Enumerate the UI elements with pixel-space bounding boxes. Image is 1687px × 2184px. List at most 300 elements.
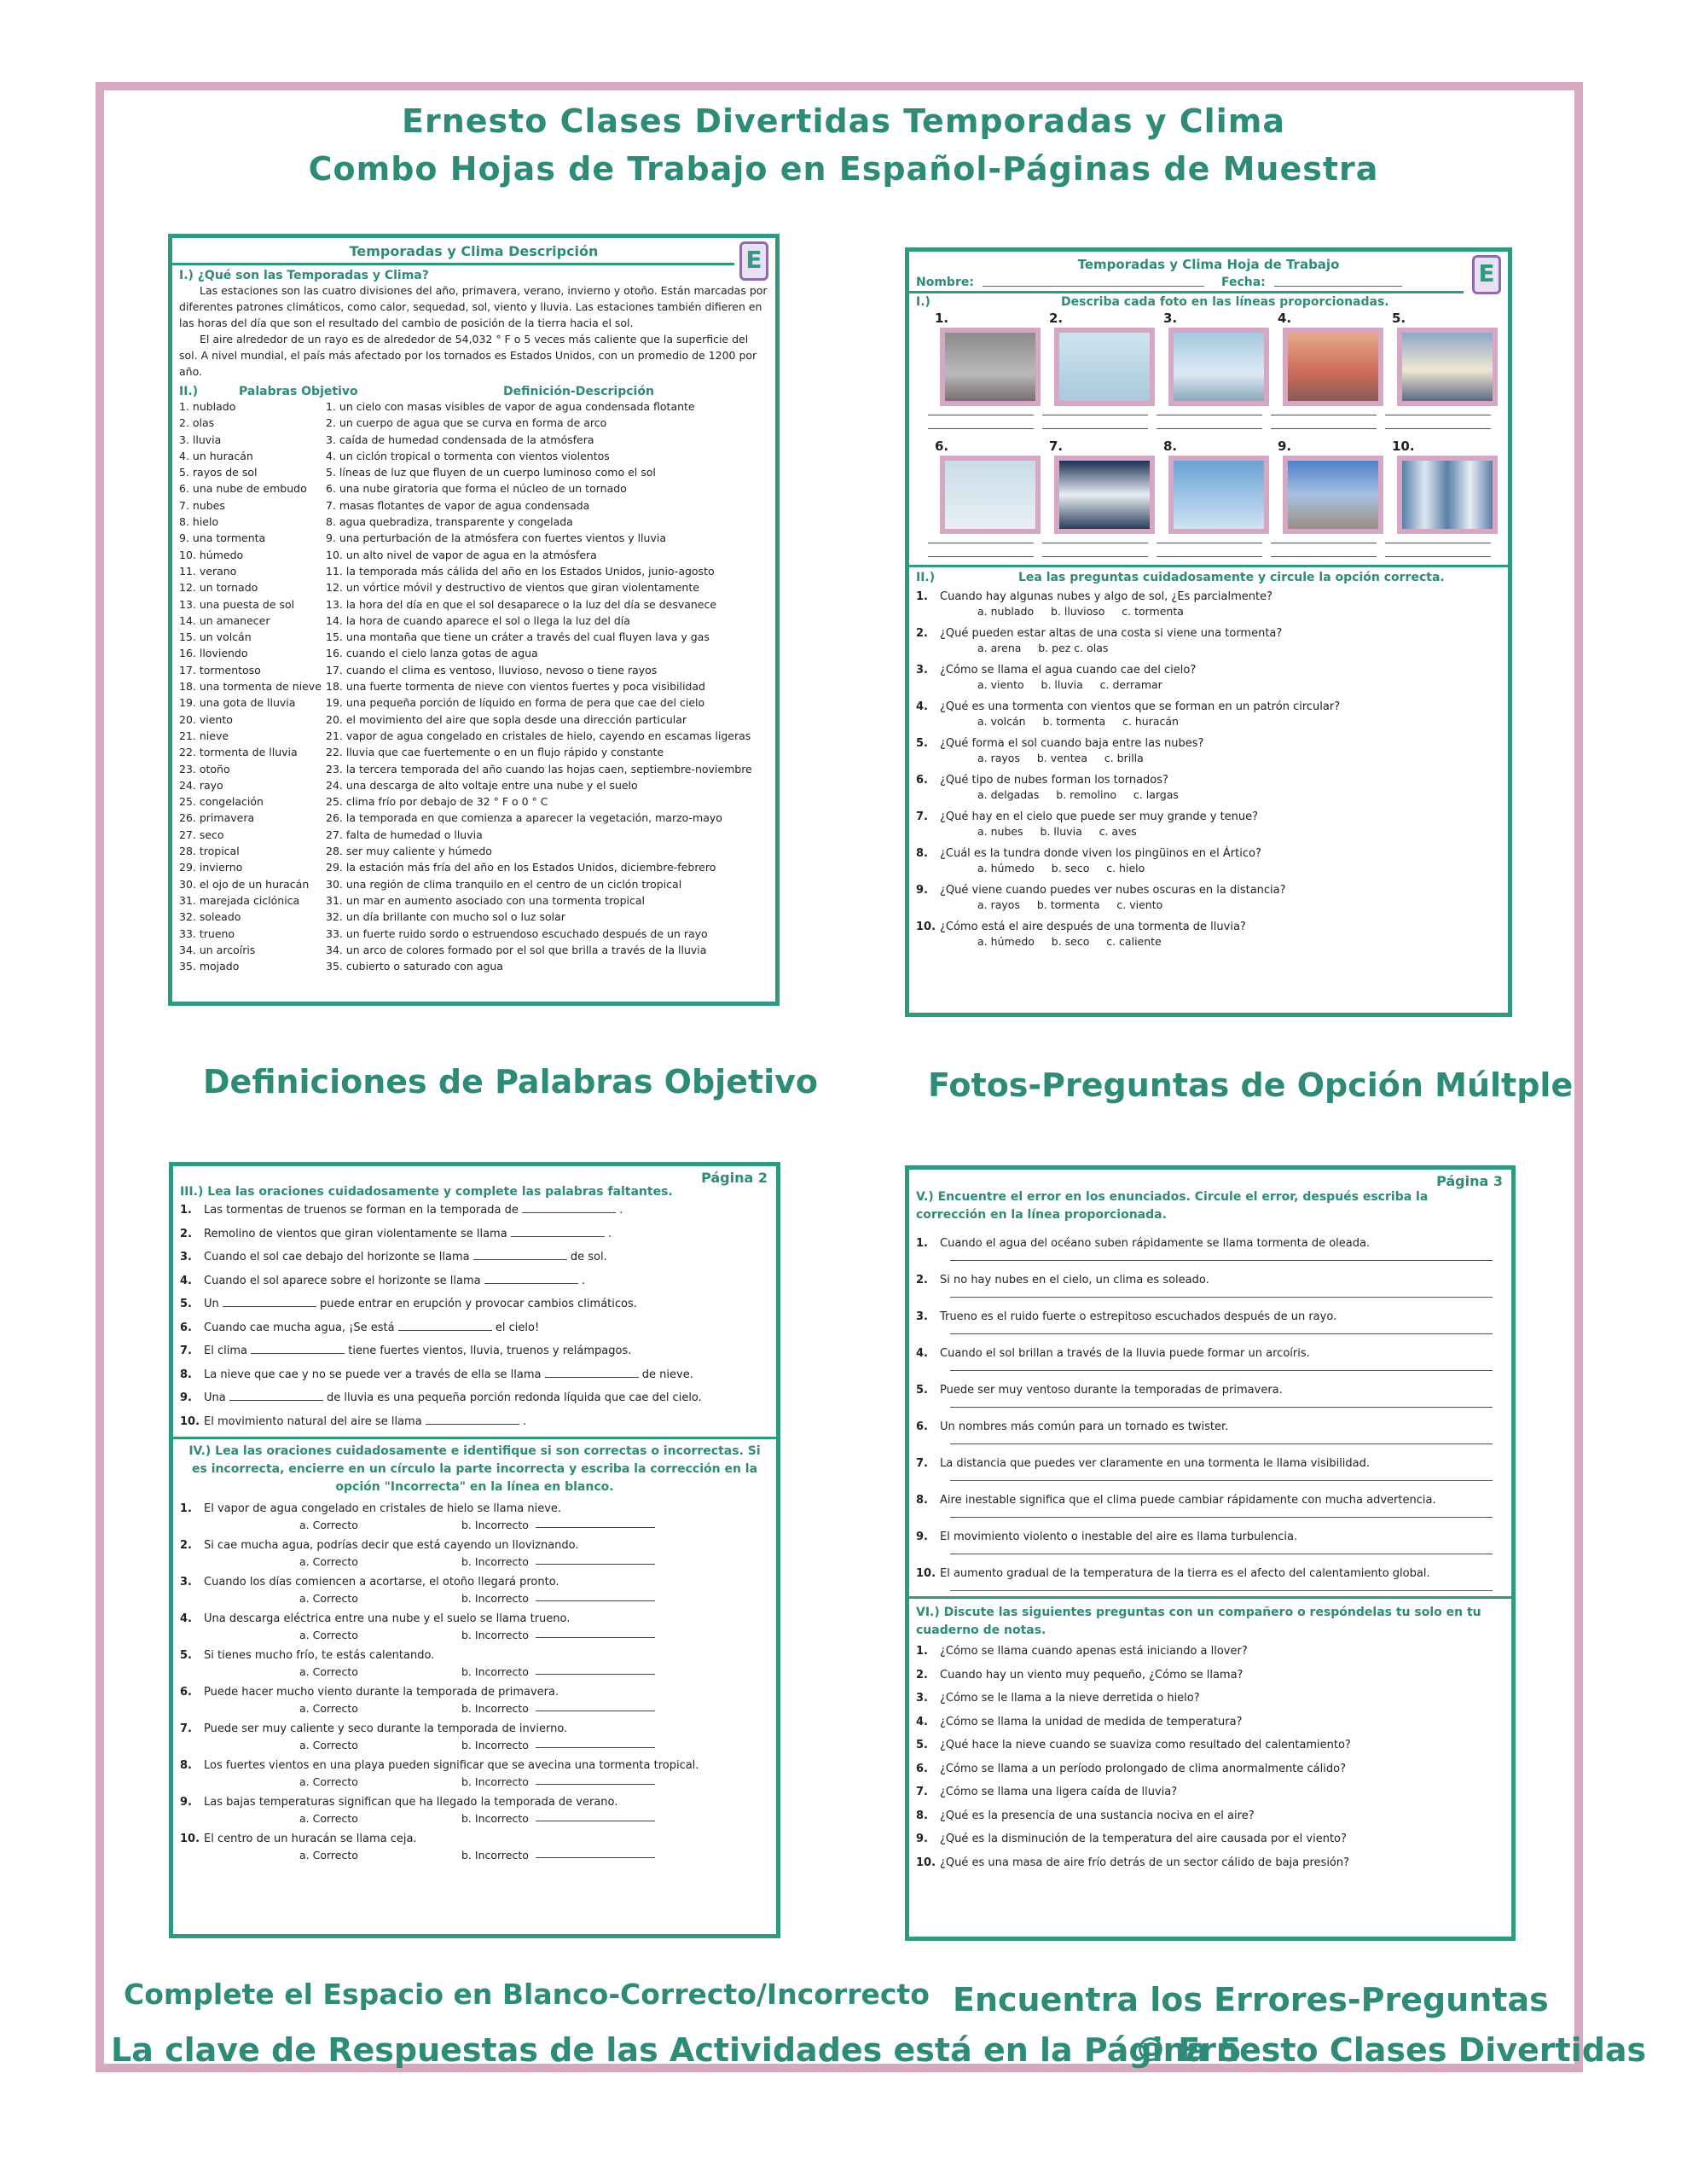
sentence-end: tiene fuertes vientos, lluvia, truenos y relámpagos.	[348, 1345, 632, 1357]
answer-options[interactable]: a. nubes b. lluvia c. aves	[977, 825, 1137, 838]
tf-options	[180, 1554, 769, 1570]
vocab-row	[179, 827, 768, 843]
vocab-row	[179, 876, 768, 892]
item-number: 4.	[916, 1347, 928, 1360]
logo-e-icon: E	[739, 241, 768, 281]
item-number: 1.	[180, 1204, 192, 1217]
correction-line[interactable]	[950, 1333, 1493, 1334]
main-title: Ernesto Clases Divertidas Temporadas y Clima	[402, 102, 1285, 140]
blank-line[interactable]	[511, 1226, 605, 1237]
answer-line[interactable]	[1271, 556, 1377, 557]
vocab-definition: 32. un día brillante con mucho sol o luz solar	[326, 910, 565, 924]
vocab-word: 1. nublado	[179, 400, 236, 413]
vocab-word: 22. tormenta de lluvia	[179, 746, 298, 759]
question-number: 7.	[916, 810, 928, 823]
correct-option[interactable]: a. Correcto	[299, 1665, 358, 1678]
item-number: 8.	[916, 1494, 928, 1507]
statement: Los fuertes vientos en una playa pueden significar que se avecina una tormenta tropical.	[204, 1759, 699, 1772]
incorrect-option[interactable]: b. Incorrecto	[461, 1592, 529, 1605]
error-sentence	[916, 1493, 1504, 1508]
vocab-row	[179, 777, 768, 793]
vocab-definition: 14. la hora de cuando aparece el sol o llega la luz del día	[326, 613, 630, 627]
true-false-list	[180, 1501, 769, 1863]
question-number: 2.	[916, 627, 928, 640]
vocab-row	[179, 547, 768, 563]
correction-line[interactable]	[950, 1370, 1493, 1371]
photo-number: 10.	[1392, 439, 1415, 454]
discussion-question	[916, 1827, 1504, 1851]
item-number: 6.	[916, 1420, 928, 1433]
section-heading: III.) Lea las oraciones cuidadosamente y complete las palabras faltantes.	[180, 1185, 673, 1199]
vocab-definition: 20. el movimiento del aire que sopla desde una dirección particular	[326, 712, 687, 726]
correct-option[interactable]: a. Correcto	[299, 1555, 358, 1568]
vocab-definition: 28. ser muy caliente y húmedo	[326, 845, 492, 858]
column-header: Definición-Descripción	[503, 385, 654, 398]
vocab-word: 14. un amanecer	[179, 613, 270, 627]
fill-sentence	[180, 1363, 769, 1387]
answer-options[interactable]: a. arena b. pez c. olas	[977, 642, 1109, 654]
vocab-definition: 30. una región de clima tranquilo en el centro de un ciclón tropical	[326, 877, 682, 891]
date-line[interactable]	[1274, 276, 1402, 287]
discussion-question	[916, 1664, 1504, 1687]
vocab-word: 34. un arcoíris	[179, 943, 256, 956]
caption-definitions: Definiciones de Palabras Objetivo	[203, 1063, 819, 1101]
vocab-row	[179, 596, 768, 613]
vocab-definition: 12. un vórtice móvil y destructivo de vientos que giran violentamente	[326, 581, 699, 595]
correct-option[interactable]: a. Correcto	[299, 1775, 358, 1788]
correct-option[interactable]: a. Correcto	[299, 1519, 358, 1531]
item-number: 9.	[180, 1391, 192, 1404]
correction-line[interactable]	[536, 1810, 655, 1821]
sample-page-worksheet	[905, 247, 1512, 1017]
blank-line[interactable]	[398, 1320, 492, 1331]
photo-number: 6.	[935, 439, 949, 454]
tf-item	[180, 1831, 769, 1847]
vocab-definition: 26. la temporada en que comienza a aparecer la vegetación, marzo-mayo	[326, 811, 722, 825]
tf-options	[180, 1737, 769, 1753]
question-number: 3.	[916, 664, 928, 677]
answer-line[interactable]	[1042, 556, 1148, 557]
vocab-row	[179, 793, 768, 810]
incorrect-option[interactable]: b. Incorrecto	[461, 1555, 529, 1568]
question-text: ¿Qué forma el sol cuando baja entre las nubes?	[940, 737, 1204, 750]
weather-photo	[1168, 328, 1269, 406]
sentence-end: puede entrar en erupción y provocar cambios climáticos.	[320, 1298, 637, 1310]
vocab-word: 12. un tornado	[179, 581, 258, 595]
sentence-text: Cuando el sol brillan a través de la lluvia puede formar un arcoíris.	[940, 1347, 1310, 1360]
fill-sentence	[180, 1246, 769, 1269]
vocab-row	[179, 530, 768, 546]
photo-image	[1288, 461, 1378, 529]
answer-options[interactable]: a. viento b. lluvia c. derramar	[977, 678, 1162, 691]
answer-options[interactable]: a. rayos b. ventea c. brilla	[977, 752, 1144, 764]
discussion-question	[916, 1804, 1504, 1828]
weather-photo	[1168, 456, 1269, 534]
photo-number: 9.	[1278, 439, 1292, 454]
incorrect-option[interactable]: b. Incorrecto	[461, 1519, 529, 1531]
answer-line[interactable]	[1385, 556, 1491, 557]
question-text: ¿Qué pueden estar altas de una costa si viene una tormenta?	[940, 627, 1283, 640]
question-text: ¿Qué viene cuando puedes ver nubes oscuras en la distancia?	[940, 884, 1286, 897]
item-number: 3.	[180, 1251, 192, 1263]
vocab-row	[179, 728, 768, 744]
vocab-row	[179, 497, 768, 514]
question-text: Cuando hay un viento muy pequeño, ¿Cómo se llama?	[940, 1668, 1244, 1682]
blank-line[interactable]	[229, 1390, 323, 1401]
question-list	[916, 590, 1501, 949]
vocab-word: 20. viento	[179, 712, 233, 726]
logo-e-icon: E	[1472, 255, 1501, 294]
weather-photo	[1397, 456, 1498, 534]
item-number: 7.	[916, 1786, 928, 1798]
vocab-definition: 33. un fuerte ruido sordo o estruendoso escuchado después de un rayo	[326, 926, 708, 940]
answer-line[interactable]	[928, 428, 1034, 429]
tf-options	[180, 1847, 769, 1863]
blank-line[interactable]	[426, 1414, 519, 1425]
item-number: 10.	[916, 1856, 936, 1869]
item-number: 5.	[180, 1649, 192, 1662]
question-text: ¿Cómo se llama el agua cuando cae del cielo?	[940, 664, 1197, 677]
photo-number: 7.	[1049, 439, 1064, 454]
photo-image	[1174, 333, 1264, 401]
correction-line[interactable]	[536, 1847, 655, 1858]
blank-line[interactable]	[251, 1343, 345, 1354]
vocab-definition: 22. lluvia que cae fuertemente o en un flujo rápido y constante	[326, 746, 664, 759]
vocab-word: 28. tropical	[179, 845, 240, 858]
item-number: 6.	[916, 1762, 928, 1775]
question-text: ¿Cuál es la tundra donde viven los pingüinos en el Ártico?	[940, 847, 1261, 860]
section-heading: II.)	[179, 385, 199, 398]
question-text: ¿Cómo se le llama a la nieve derretida o hielo?	[940, 1692, 1200, 1705]
answer-line[interactable]	[1157, 556, 1262, 557]
answer-line[interactable]	[1271, 428, 1377, 429]
item-number: 1.	[180, 1502, 192, 1515]
correction-line[interactable]	[536, 1700, 655, 1711]
answer-options[interactable]: a. nublado b. lluvioso c. tormenta	[977, 605, 1184, 618]
item-number: 6.	[180, 1321, 192, 1334]
section-heading: Lea las preguntas cuidadosamente y circule la opción correcta.	[1018, 571, 1445, 584]
answer-key-note: La clave de Respuestas de las Actividades está en la Página 5	[111, 2031, 1242, 2069]
vocab-definition: 21. vapor de agua congelado en cristales de hielo, cayendo en escamas ligeras	[326, 729, 751, 742]
correct-option[interactable]: a. Correcto	[299, 1812, 358, 1825]
correction-line[interactable]	[950, 1260, 1493, 1261]
tf-options	[180, 1810, 769, 1827]
item-number: 5.	[916, 1384, 928, 1397]
tf-options	[180, 1517, 769, 1533]
question-text: ¿Qué es una tormenta con vientos que se forman en un patrón circular?	[940, 700, 1341, 713]
item-number: 3.	[180, 1576, 192, 1589]
answer-line[interactable]	[1385, 428, 1491, 429]
discussion-question	[916, 1687, 1504, 1711]
correction-line[interactable]	[536, 1774, 655, 1785]
correct-option[interactable]: a. Correcto	[299, 1739, 358, 1751]
item-number: 2.	[916, 1668, 928, 1682]
statement: Cuando los días comiencen a acortarse, el otoño llegará pronto.	[204, 1576, 559, 1589]
intro-paragraph: El aire alrededor de un rayo es de alrededor de 54,032 ° F o 5 veces más caliente que la superficie del sol. A nivel mundial, el país más afectado por los tornados es Estados Unidos, con un promedio de 1200 por año.	[179, 333, 757, 378]
correction-line[interactable]	[950, 1590, 1493, 1591]
item-number: 1.	[916, 1645, 928, 1658]
error-sentence	[916, 1566, 1504, 1582]
statement: Si tienes mucho frío, te estás calentando.	[204, 1649, 435, 1662]
section-heading: V.) Encuentre el error en los enunciados. Circule el error, después escriba la corrección en la línea proporcionada.	[916, 1190, 1429, 1222]
vocab-word: 26. primavera	[179, 811, 255, 825]
item-number: 9.	[916, 1531, 928, 1543]
incorrect-option[interactable]: b. Incorrecto	[461, 1775, 529, 1788]
sentence-end: de sol.	[570, 1251, 607, 1263]
sentence-text: Cuando el agua del océano suben rápidamente se llama tormenta de oleada.	[940, 1237, 1371, 1250]
item-number: 2.	[916, 1274, 928, 1287]
answer-line[interactable]	[1042, 428, 1148, 429]
sentence-start: El clima	[204, 1345, 247, 1357]
sample-page-fill-blank	[169, 1162, 780, 1938]
sentence-end: de nieve.	[641, 1368, 693, 1381]
blank-line[interactable]	[473, 1249, 567, 1260]
vocab-row	[179, 810, 768, 826]
item-number: 7.	[916, 1457, 928, 1470]
vocab-word: 32. soleado	[179, 910, 241, 924]
vocab-row	[179, 613, 768, 629]
answer-line[interactable]	[1157, 428, 1262, 429]
correct-option[interactable]: a. Correcto	[299, 1629, 358, 1641]
correction-line[interactable]	[536, 1590, 655, 1601]
vocab-word: 30. el ojo de un huracán	[179, 877, 310, 891]
vocab-word: 29. invierno	[179, 861, 243, 874]
question-text: ¿Qué tipo de nubes forman los tornados?	[940, 774, 1168, 787]
photo-image	[1288, 333, 1378, 401]
sentence-start: El movimiento natural del aire se llama	[204, 1414, 422, 1428]
incorrect-option[interactable]: b. Incorrecto	[461, 1849, 529, 1862]
answer-line[interactable]	[928, 556, 1034, 557]
photo-image	[1059, 333, 1150, 401]
vocab-definition: 11. la temporada más cálida del año en los Estados Unidos, junio-agosto	[326, 564, 715, 578]
correction-line[interactable]	[536, 1627, 655, 1638]
vocab-row	[179, 678, 768, 694]
sentence-text: El aumento gradual de la temperatura de la tierra es el afecto del calentamiento global.	[940, 1567, 1430, 1580]
tf-item	[180, 1574, 769, 1590]
vocab-row	[179, 563, 768, 579]
correction-line[interactable]	[950, 1297, 1493, 1298]
answer-options[interactable]: a. volcán b. tormenta c. huracán	[977, 715, 1179, 728]
tf-item	[180, 1684, 769, 1700]
fill-sentence	[180, 1292, 769, 1316]
vocab-row	[179, 398, 768, 415]
discussion-question	[916, 1711, 1504, 1734]
vocab-row	[179, 859, 768, 875]
correction-line[interactable]	[536, 1737, 655, 1748]
question-number: 6.	[916, 774, 928, 787]
fill-sentence	[180, 1199, 769, 1223]
photo-image	[1174, 461, 1264, 529]
weather-photo	[1283, 328, 1383, 406]
tf-options	[180, 1627, 769, 1643]
vocab-definition: 8. agua quebradiza, transparente y congelada	[326, 515, 573, 529]
vocab-row	[179, 843, 768, 859]
caption-fill-blank: Complete el Espacio en Blanco-Correcto/Incorrecto	[124, 1978, 930, 2011]
page-number: Página 2	[701, 1170, 768, 1186]
sentence-text: Un nombres más común para un tornado es twister.	[940, 1420, 1229, 1433]
question-text: ¿Qué es la presencia de una sustancia nociva en el aire?	[940, 1809, 1255, 1822]
section-number: II.)	[916, 571, 936, 584]
vocab-definition: 29. la estación más fría del año en los Estados Unidos, diciembre-febrero	[326, 861, 716, 874]
statement: Si cae mucha agua, podrías decir que está cayendo un lloviznando.	[204, 1539, 579, 1552]
blank-line[interactable]	[522, 1202, 616, 1213]
item-number: 7.	[180, 1345, 192, 1357]
correct-option[interactable]: a. Correcto	[299, 1592, 358, 1605]
photo-image	[945, 461, 1035, 529]
correction-line[interactable]	[536, 1554, 655, 1565]
photo-image	[1402, 333, 1493, 401]
question	[916, 663, 1501, 677]
sentence-text: La distancia que puedes ver claramente en una tormenta le llama visibilidad.	[940, 1457, 1371, 1470]
fill-sentence	[180, 1316, 769, 1340]
discussion-question	[916, 1757, 1504, 1781]
vocab-definition: 23. la tercera temporada del año cuando las hojas caen, septiembre-noviembre	[326, 762, 752, 775]
vocab-definition: 4. un ciclón tropical o tormenta con vientos violentos	[326, 449, 610, 462]
item-number: 6.	[180, 1686, 192, 1699]
vocab-row	[179, 909, 768, 925]
fill-sentence	[180, 1223, 769, 1246]
sentence-start: Cuando cae mucha agua, ¡Se está	[204, 1321, 395, 1334]
vocab-definition: 17. cuando el clima es ventoso, lluvioso, nevoso o tiene rayos	[326, 663, 658, 677]
vocab-word: 35. mojado	[179, 960, 240, 973]
incorrect-option[interactable]: b. Incorrecto	[461, 1629, 529, 1641]
vocab-word: 25. congelación	[179, 795, 264, 809]
question-text: ¿Qué hace la nieve cuando se suaviza como resultado del calentamiento?	[940, 1739, 1351, 1751]
vocab-word: 2. olas	[179, 416, 215, 430]
photo-number: 3.	[1163, 311, 1178, 326]
vocab-row	[179, 579, 768, 595]
vocab-word: 17. tormentoso	[179, 663, 261, 677]
item-number: 8.	[916, 1809, 928, 1822]
correction-line[interactable]	[536, 1517, 655, 1528]
vocab-row	[179, 514, 768, 530]
question	[916, 590, 1501, 604]
vocab-word: 24. rayo	[179, 778, 223, 792]
vocab-word: 15. un volcán	[179, 630, 252, 644]
tf-item	[180, 1794, 769, 1810]
sentence-end: de lluvia es una pequeña porción redonda líquida que cae del cielo.	[327, 1391, 702, 1404]
statement: El centro de un huracán se llama ceja.	[204, 1833, 417, 1845]
answer-options[interactable]: a. delgadas b. remolino c. largas	[977, 788, 1179, 801]
vocab-definition: 13. la hora del día en que el sol desaparece o la luz del día se desvanece	[326, 597, 717, 611]
statement: Las bajas temperaturas significan que ha llegado la temporada de verano.	[204, 1796, 618, 1809]
caption-errors: Encuentra los Errores-Preguntas	[953, 1981, 1549, 2018]
weather-photo	[1054, 328, 1155, 406]
statement: Puede hacer mucho viento durante la temporada de primavera.	[204, 1686, 559, 1699]
vocab-word: 6. una nube de embudo	[179, 482, 307, 496]
vocab-definition: 16. cuando el cielo lanza gotas de agua	[326, 647, 538, 660]
correct-option[interactable]: a. Correcto	[299, 1702, 358, 1715]
correction-line[interactable]	[950, 1407, 1493, 1408]
correction-line[interactable]	[950, 1480, 1493, 1481]
vocab-definition: 35. cubierto o saturado con agua	[326, 960, 503, 973]
name-label: Nombre:	[916, 276, 974, 289]
vocab-definition: 31. un mar en aumento asociado con una tormenta tropical	[326, 893, 645, 907]
weather-photo	[940, 456, 1041, 534]
photo-number: 5.	[1392, 311, 1406, 326]
incorrect-option[interactable]: b. Incorrecto	[461, 1702, 529, 1715]
blank-line[interactable]	[545, 1367, 639, 1378]
blank-line[interactable]	[484, 1273, 578, 1284]
vocab-row	[179, 480, 768, 497]
section-heading: Describa cada foto en las líneas proporcionadas.	[1061, 295, 1389, 309]
tf-item	[180, 1501, 769, 1517]
vocab-definition: 18. una fuerte tormenta de nieve con vientos fuertes y poca visibilidad	[326, 680, 705, 694]
photo-number: 1.	[935, 311, 949, 326]
name-line[interactable]	[983, 276, 1204, 287]
error-sentence	[916, 1456, 1504, 1472]
correction-line[interactable]	[950, 1443, 1493, 1444]
item-number: 10.	[180, 1833, 200, 1845]
question-text: ¿Qué es la disminución de la temperatura del aire causada por el viento?	[940, 1833, 1347, 1845]
sentence-start: Una	[204, 1391, 226, 1404]
sentence-text: Puede ser muy ventoso durante la temporadas de primavera.	[940, 1384, 1283, 1397]
vocab-word: 21. nieve	[179, 729, 229, 742]
question-text: Cuando hay algunas nubes y algo de sol, ¿Es parcialmente?	[940, 590, 1272, 603]
question	[916, 920, 1501, 934]
page-title: Temporadas y Clima Descripción	[349, 243, 599, 259]
sentence-text: Aire inestable significa que el clima puede cambiar rápidamente con mucha advertencia.	[940, 1494, 1436, 1507]
tf-options	[180, 1664, 769, 1680]
sample-page-definitions	[168, 234, 780, 1006]
vocab-row	[179, 694, 768, 711]
discussion-question	[916, 1640, 1504, 1664]
error-sentence	[916, 1420, 1504, 1435]
vocab-definition: 7. masas flotantes de vapor de agua condensada	[326, 498, 590, 512]
incorrect-option[interactable]: b. Incorrecto	[461, 1665, 529, 1678]
tf-options	[180, 1590, 769, 1606]
correct-option[interactable]: a. Correcto	[299, 1849, 358, 1862]
answer-options[interactable]: a. rayos b. tormenta c. viento	[977, 898, 1163, 911]
vocab-word: 7. nubes	[179, 498, 225, 512]
discussion-question	[916, 1734, 1504, 1757]
fill-sentence	[180, 1269, 769, 1293]
error-sentence	[916, 1383, 1504, 1398]
item-number: 4.	[916, 1715, 928, 1728]
incorrect-option[interactable]: b. Incorrecto	[461, 1739, 529, 1751]
photo-number: 2.	[1049, 311, 1064, 326]
tf-options	[180, 1700, 769, 1716]
weather-photo	[1397, 328, 1498, 406]
answer-options[interactable]: a. húmedo b. seco c. caliente	[977, 935, 1162, 948]
correction-line[interactable]	[950, 1517, 1493, 1518]
answer-options[interactable]: a. húmedo b. seco c. hielo	[977, 862, 1145, 874]
photo-image	[1402, 461, 1493, 529]
blank-line[interactable]	[223, 1296, 316, 1307]
vocab-word: 31. marejada ciclónica	[179, 893, 300, 907]
vocab-word: 19. una gota de lluvia	[179, 696, 296, 710]
vocab-table	[179, 398, 768, 974]
tf-item	[180, 1721, 769, 1737]
question-number: 9.	[916, 884, 928, 897]
correction-line[interactable]	[536, 1664, 655, 1675]
incorrect-option[interactable]: b. Incorrecto	[461, 1812, 529, 1825]
vocab-row	[179, 629, 768, 645]
vocab-row	[179, 892, 768, 909]
discussion-question	[916, 1780, 1504, 1804]
item-number: 9.	[916, 1833, 928, 1845]
item-number: 4.	[180, 1274, 192, 1287]
error-sentence	[916, 1273, 1504, 1288]
question-text: ¿Qué hay en el cielo que puede ser muy grande y tenue?	[940, 810, 1259, 823]
vocab-definition: 9. una perturbación de la atmósfera con fuertes vientos y lluvia	[326, 531, 666, 545]
vocab-definition: 25. clima frío por debajo de 32 ° F o 0 ° C	[326, 795, 548, 809]
question	[916, 883, 1501, 897]
weather-photo	[1054, 456, 1155, 534]
sentence-start: Las tormentas de truenos se forman en la temporada de	[204, 1204, 519, 1217]
weather-photo	[940, 328, 1041, 406]
date-label: Fecha:	[1220, 276, 1266, 289]
